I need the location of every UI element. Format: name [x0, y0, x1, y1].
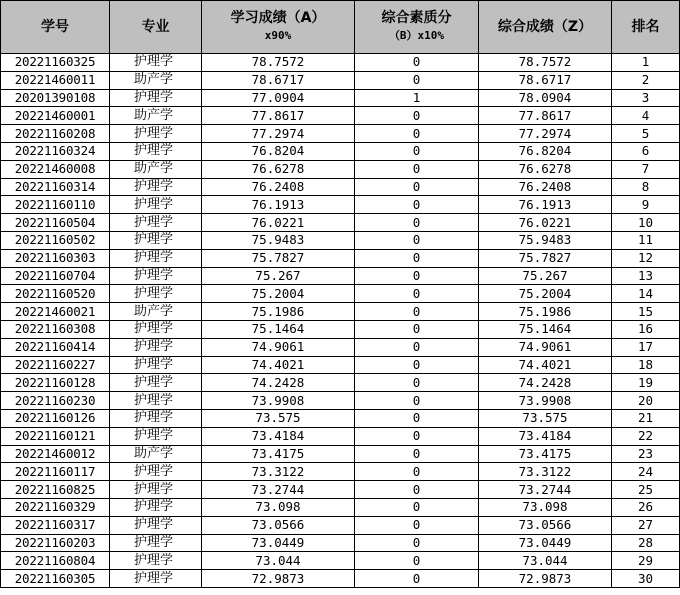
quality-score-cell: 0 — [355, 142, 479, 160]
academic-score-cell: 74.4021 — [202, 356, 355, 374]
table-row — [1, 392, 680, 410]
total-score-cell: 73.575 — [479, 409, 612, 427]
rank-cell: 7 — [612, 160, 680, 178]
student-id-cell: 20221160520 — [1, 285, 110, 303]
total-score-cell: 74.9061 — [479, 338, 612, 356]
major-cell: 护理学 — [110, 125, 202, 143]
header-total-score: 综合成绩（Z） — [479, 1, 612, 54]
quality-score-cell: 0 — [355, 552, 479, 570]
total-score-cell: 76.0221 — [479, 214, 612, 232]
academic-score-cell: 73.044 — [202, 552, 355, 570]
header-quality-score-weight: （B）x10% — [388, 29, 445, 42]
table-row — [1, 160, 680, 178]
academic-score-cell: 73.0449 — [202, 534, 355, 552]
table-header — [1, 1, 680, 54]
rank-cell: 10 — [612, 214, 680, 232]
rank-cell: 26 — [612, 498, 680, 516]
table-row — [1, 552, 680, 570]
major-cell: 护理学 — [110, 196, 202, 214]
header-row — [1, 1, 680, 54]
student-id-cell: 20221160329 — [1, 498, 110, 516]
total-score-cell: 77.8617 — [479, 107, 612, 125]
rank-cell: 5 — [612, 125, 680, 143]
major-cell: 护理学 — [110, 481, 202, 499]
quality-score-cell: 0 — [355, 303, 479, 321]
student-id-cell: 20221160117 — [1, 463, 110, 481]
table-row — [1, 249, 680, 267]
academic-score-cell: 75.7827 — [202, 249, 355, 267]
quality-score-cell: 0 — [355, 534, 479, 552]
table-row — [1, 445, 680, 463]
table-row — [1, 54, 680, 72]
table-row — [1, 107, 680, 125]
student-id-cell: 20221160502 — [1, 231, 110, 249]
academic-score-cell: 77.2974 — [202, 125, 355, 143]
academic-score-cell: 78.7572 — [202, 54, 355, 72]
student-id-cell: 20221160227 — [1, 356, 110, 374]
student-id-cell: 20221460008 — [1, 160, 110, 178]
academic-score-cell: 76.8204 — [202, 142, 355, 160]
quality-score-cell: 0 — [355, 463, 479, 481]
table-row — [1, 125, 680, 143]
major-cell: 护理学 — [110, 427, 202, 445]
table-row — [1, 498, 680, 516]
academic-score-cell: 73.3122 — [202, 463, 355, 481]
total-score-cell: 73.0566 — [479, 516, 612, 534]
student-id-cell: 20221160414 — [1, 338, 110, 356]
total-score-cell: 73.2744 — [479, 481, 612, 499]
major-cell: 护理学 — [110, 498, 202, 516]
header-academic-score — [202, 1, 355, 54]
rank-cell: 2 — [612, 71, 680, 89]
student-id-cell: 20221160804 — [1, 552, 110, 570]
academic-score-cell: 75.1464 — [202, 320, 355, 338]
quality-score-cell: 0 — [355, 481, 479, 499]
quality-score-cell: 0 — [355, 498, 479, 516]
rank-cell: 23 — [612, 445, 680, 463]
rank-cell: 4 — [612, 107, 680, 125]
major-cell: 护理学 — [110, 463, 202, 481]
major-cell: 助产学 — [110, 107, 202, 125]
student-id-cell: 20221460021 — [1, 303, 110, 321]
quality-score-cell: 0 — [355, 570, 479, 588]
total-score-cell: 78.0904 — [479, 89, 612, 107]
total-score-cell: 76.1913 — [479, 196, 612, 214]
major-cell: 护理学 — [110, 409, 202, 427]
academic-score-cell: 77.0904 — [202, 89, 355, 107]
academic-score-cell: 76.0221 — [202, 214, 355, 232]
major-cell: 护理学 — [110, 178, 202, 196]
quality-score-cell: 0 — [355, 285, 479, 303]
student-id-cell: 20221160303 — [1, 249, 110, 267]
academic-score-cell: 74.2428 — [202, 374, 355, 392]
academic-score-cell: 73.9908 — [202, 392, 355, 410]
rank-cell: 17 — [612, 338, 680, 356]
table-row — [1, 214, 680, 232]
rank-cell: 11 — [612, 231, 680, 249]
quality-score-cell: 0 — [355, 374, 479, 392]
student-id-cell: 20221160126 — [1, 409, 110, 427]
table-row — [1, 178, 680, 196]
major-cell: 护理学 — [110, 231, 202, 249]
header-major: 专业 — [110, 1, 202, 54]
student-id-cell: 20221160128 — [1, 374, 110, 392]
header-quality-score-label: 综合素质分 — [381, 10, 452, 26]
major-cell: 助产学 — [110, 160, 202, 178]
rank-cell: 27 — [612, 516, 680, 534]
total-score-cell: 75.7827 — [479, 249, 612, 267]
table-body — [1, 54, 680, 588]
rank-cell: 16 — [612, 320, 680, 338]
header-academic-score-label: 学习成绩（A） — [230, 10, 326, 26]
quality-score-cell: 0 — [355, 409, 479, 427]
academic-score-cell: 76.2408 — [202, 178, 355, 196]
quality-score-cell: 0 — [355, 178, 479, 196]
major-cell: 护理学 — [110, 356, 202, 374]
quality-score-cell: 0 — [355, 160, 479, 178]
rank-cell: 14 — [612, 285, 680, 303]
total-score-cell: 72.9873 — [479, 570, 612, 588]
student-id-cell: 20221460012 — [1, 445, 110, 463]
total-score-cell: 75.267 — [479, 267, 612, 285]
table-row — [1, 71, 680, 89]
academic-score-cell: 75.2004 — [202, 285, 355, 303]
table-row — [1, 338, 680, 356]
rank-cell: 30 — [612, 570, 680, 588]
rank-cell: 20 — [612, 392, 680, 410]
major-cell: 护理学 — [110, 338, 202, 356]
academic-score-cell: 76.6278 — [202, 160, 355, 178]
total-score-cell: 73.044 — [479, 552, 612, 570]
rank-cell: 25 — [612, 481, 680, 499]
student-id-cell: 20221160208 — [1, 125, 110, 143]
total-score-cell: 73.4184 — [479, 427, 612, 445]
total-score-cell: 76.8204 — [479, 142, 612, 160]
table-row — [1, 427, 680, 445]
student-id-cell: 20221160110 — [1, 196, 110, 214]
major-cell: 护理学 — [110, 54, 202, 72]
table-row — [1, 409, 680, 427]
major-cell: 助产学 — [110, 71, 202, 89]
quality-score-cell: 0 — [355, 249, 479, 267]
academic-score-cell: 73.4184 — [202, 427, 355, 445]
major-cell: 护理学 — [110, 534, 202, 552]
quality-score-cell: 0 — [355, 71, 479, 89]
header-quality-score — [355, 1, 479, 54]
quality-score-cell: 0 — [355, 445, 479, 463]
table-row — [1, 356, 680, 374]
student-id-cell: 20221160314 — [1, 178, 110, 196]
rank-cell: 13 — [612, 267, 680, 285]
rank-cell: 24 — [612, 463, 680, 481]
rank-cell: 9 — [612, 196, 680, 214]
student-id-cell: 20221460011 — [1, 71, 110, 89]
total-score-cell: 73.4175 — [479, 445, 612, 463]
table-row — [1, 89, 680, 107]
rank-cell: 15 — [612, 303, 680, 321]
major-cell: 护理学 — [110, 214, 202, 232]
quality-score-cell: 0 — [355, 125, 479, 143]
rank-cell: 1 — [612, 54, 680, 72]
quality-score-cell: 0 — [355, 392, 479, 410]
total-score-cell: 75.2004 — [479, 285, 612, 303]
total-score-cell: 74.2428 — [479, 374, 612, 392]
major-cell: 护理学 — [110, 89, 202, 107]
student-id-cell: 20221160317 — [1, 516, 110, 534]
student-id-cell: 20221160121 — [1, 427, 110, 445]
rank-cell: 18 — [612, 356, 680, 374]
academic-score-cell: 77.8617 — [202, 107, 355, 125]
major-cell: 护理学 — [110, 570, 202, 588]
academic-score-cell: 75.1986 — [202, 303, 355, 321]
table-row — [1, 570, 680, 588]
student-id-cell: 20221160325 — [1, 54, 110, 72]
major-cell: 助产学 — [110, 303, 202, 321]
total-score-cell: 73.0449 — [479, 534, 612, 552]
major-cell: 护理学 — [110, 285, 202, 303]
quality-score-cell: 0 — [355, 107, 479, 125]
quality-score-cell: 0 — [355, 196, 479, 214]
total-score-cell: 78.6717 — [479, 71, 612, 89]
total-score-cell: 73.098 — [479, 498, 612, 516]
academic-score-cell: 73.4175 — [202, 445, 355, 463]
table-row — [1, 320, 680, 338]
major-cell: 护理学 — [110, 249, 202, 267]
student-id-cell: 20221160305 — [1, 570, 110, 588]
academic-score-cell: 74.9061 — [202, 338, 355, 356]
student-id-cell: 20221160324 — [1, 142, 110, 160]
student-id-cell: 20201390108 — [1, 89, 110, 107]
major-cell: 护理学 — [110, 552, 202, 570]
academic-score-cell: 75.267 — [202, 267, 355, 285]
academic-score-cell: 76.1913 — [202, 196, 355, 214]
student-id-cell: 20221460001 — [1, 107, 110, 125]
academic-score-cell: 73.575 — [202, 409, 355, 427]
major-cell: 护理学 — [110, 516, 202, 534]
major-cell: 护理学 — [110, 392, 202, 410]
table-row — [1, 374, 680, 392]
total-score-cell: 74.4021 — [479, 356, 612, 374]
total-score-cell: 75.9483 — [479, 231, 612, 249]
table-row — [1, 516, 680, 534]
student-id-cell: 20221160704 — [1, 267, 110, 285]
total-score-cell: 73.3122 — [479, 463, 612, 481]
header-rank: 排名 — [612, 1, 680, 54]
table-row — [1, 481, 680, 499]
total-score-cell: 76.2408 — [479, 178, 612, 196]
quality-score-cell: 0 — [355, 320, 479, 338]
header-student-id: 学号 — [1, 1, 110, 54]
table-row — [1, 142, 680, 160]
major-cell: 护理学 — [110, 267, 202, 285]
quality-score-cell: 0 — [355, 231, 479, 249]
total-score-cell: 77.2974 — [479, 125, 612, 143]
table-row — [1, 303, 680, 321]
quality-score-cell: 0 — [355, 267, 479, 285]
academic-score-cell: 73.2744 — [202, 481, 355, 499]
table-row — [1, 196, 680, 214]
quality-score-cell: 0 — [355, 516, 479, 534]
rank-cell: 22 — [612, 427, 680, 445]
table-row — [1, 285, 680, 303]
academic-score-cell: 73.098 — [202, 498, 355, 516]
quality-score-cell: 0 — [355, 214, 479, 232]
quality-score-cell: 0 — [355, 427, 479, 445]
rank-cell: 3 — [612, 89, 680, 107]
rank-cell: 8 — [612, 178, 680, 196]
academic-score-cell: 78.6717 — [202, 71, 355, 89]
academic-score-cell: 75.9483 — [202, 231, 355, 249]
table-row — [1, 463, 680, 481]
rank-cell: 6 — [612, 142, 680, 160]
rank-cell: 21 — [612, 409, 680, 427]
total-score-cell: 75.1986 — [479, 303, 612, 321]
header-academic-score-weight: x90% — [264, 29, 292, 42]
student-id-cell: 20221160203 — [1, 534, 110, 552]
quality-score-cell: 1 — [355, 89, 479, 107]
major-cell: 助产学 — [110, 445, 202, 463]
student-id-cell: 20221160825 — [1, 481, 110, 499]
major-cell: 护理学 — [110, 374, 202, 392]
rank-cell: 29 — [612, 552, 680, 570]
table-row — [1, 231, 680, 249]
table-row — [1, 534, 680, 552]
rank-cell: 28 — [612, 534, 680, 552]
major-cell: 护理学 — [110, 142, 202, 160]
quality-score-cell: 0 — [355, 54, 479, 72]
total-score-cell: 78.7572 — [479, 54, 612, 72]
table-row — [1, 267, 680, 285]
total-score-cell: 76.6278 — [479, 160, 612, 178]
rank-cell: 19 — [612, 374, 680, 392]
quality-score-cell: 0 — [355, 338, 479, 356]
total-score-cell: 75.1464 — [479, 320, 612, 338]
total-score-cell: 73.9908 — [479, 392, 612, 410]
student-id-cell: 20221160308 — [1, 320, 110, 338]
quality-score-cell: 0 — [355, 356, 479, 374]
academic-score-cell: 73.0566 — [202, 516, 355, 534]
rank-cell: 12 — [612, 249, 680, 267]
student-id-cell: 20221160230 — [1, 392, 110, 410]
academic-score-cell: 72.9873 — [202, 570, 355, 588]
major-cell: 护理学 — [110, 320, 202, 338]
student-id-cell: 20221160504 — [1, 214, 110, 232]
